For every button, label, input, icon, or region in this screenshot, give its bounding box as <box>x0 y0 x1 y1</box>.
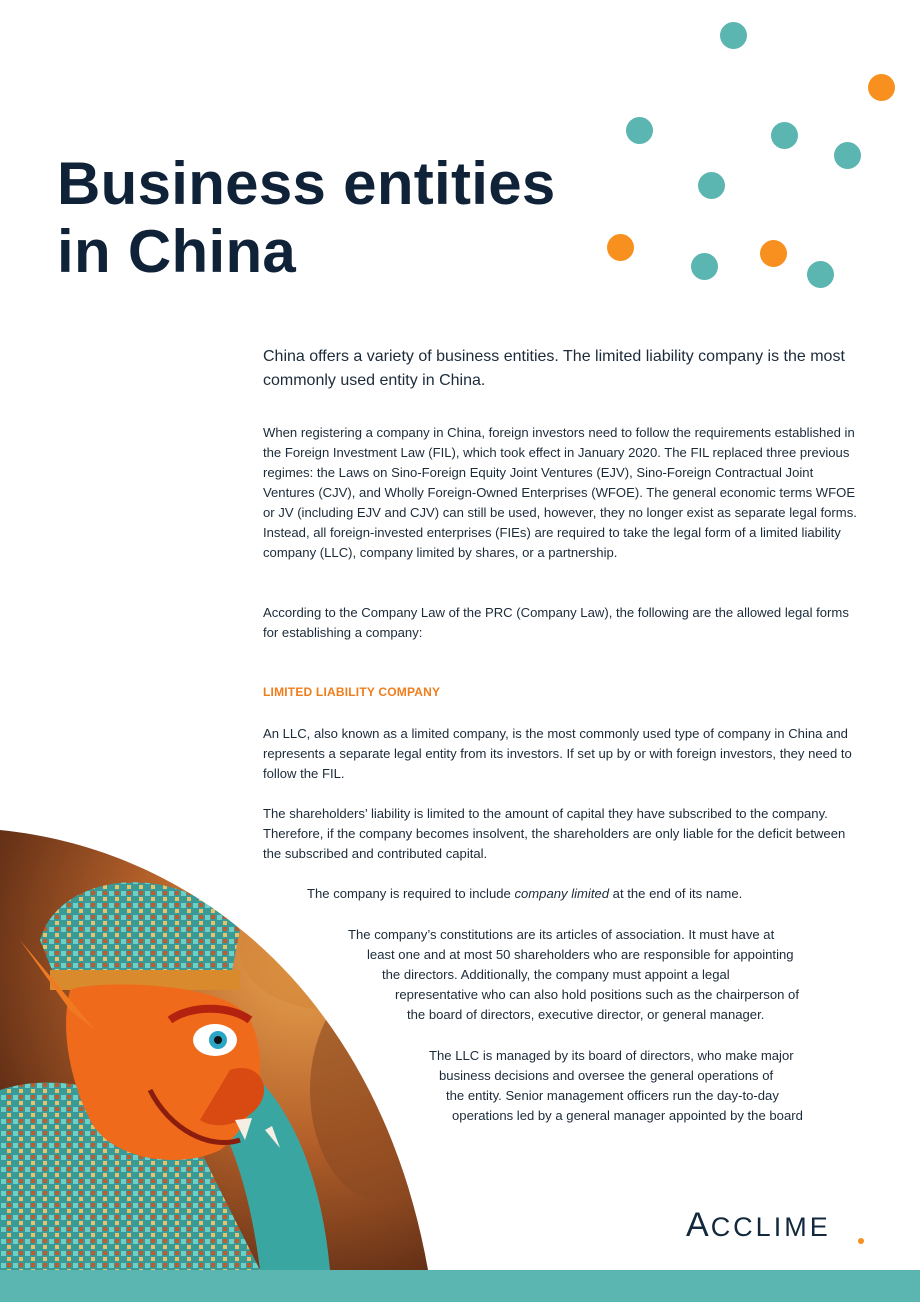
decorative-dot <box>607 234 634 261</box>
decorative-dot <box>868 74 895 101</box>
decorative-dot <box>720 22 747 49</box>
name-sentence-emphasis: company limited <box>514 886 610 901</box>
body-paragraph: An LLC, also known as a limited company, is the most commonly used type of company in China and represents a separate legal entity from its investors. If set up by or with foreign investors, they need to follow the FIL. <box>263 726 852 781</box>
logo-dot <box>858 1238 864 1244</box>
intro-paragraph: China offers a variety of business entities. The limited liability company is the most commonly used entity in China. <box>263 348 845 389</box>
management-line: The LLC is managed by its board of directors, who make major <box>429 1048 794 1063</box>
body-paragraph: The shareholders’ liability is limited to the amount of capital they have subscribed to the company. Therefore, if the company becomes insolvent, the shareholders are only liable for the deficit between the subscribed and contributed capital. <box>263 806 846 861</box>
decorative-dot <box>691 253 718 280</box>
logo-initial: A <box>686 1206 711 1244</box>
decorative-dot <box>834 142 861 169</box>
page-title-line: Business entities <box>57 150 556 217</box>
decorative-dot <box>771 122 798 149</box>
constitution-line: the directors. Additionally, the company must appoint a legal <box>382 967 730 982</box>
body-paragraph: According to the Company Law of the PRC (Company Law), the following are the allowed legal forms for establishing a company: <box>263 605 849 640</box>
section-heading: LIMITED LIABILITY COMPANY <box>263 685 441 699</box>
page-title-line: in China <box>57 218 297 285</box>
footer-bar <box>0 1270 920 1302</box>
name-sentence-after: at the end of its name. <box>609 886 743 901</box>
name-sentence-before: The company is required to include <box>307 886 515 901</box>
management-line: business decisions and oversee the general operations of <box>439 1068 774 1083</box>
body-paragraph: When registering a company in China, foreign investors need to follow the requirements established in the Foreign Investment Law (FIL), which took effect in January 2020. The FIL replaced three previous regimes: the Laws on Sino-Foreign Equity Joint Ventures (EJV), Sino-Foreign Contractual Joint Ventures (CJV), and Wholly Foreign-Owned Enterprises (WFOE). The general economic terms WFOE or JV (including EJV and CJV) can still be used, however, they no longer exist as separate legal forms. Instead, all foreign-invested enterprises (FIEs) are required to take the legal form of a limited liability company (LLC), company limited by shares, or a partnership. <box>263 425 857 560</box>
constitution-line: least one and at most 50 shareholders who are responsible for appointing <box>367 947 794 962</box>
logo-rest: CCLIME <box>710 1212 831 1242</box>
name-requirement-line <box>307 884 742 904</box>
constitution-line: representative who can also hold positions such as the chairperson of <box>395 987 799 1002</box>
management-line: operations led by a general manager appointed by the board <box>452 1108 803 1123</box>
decorative-dot <box>698 172 725 199</box>
decorative-dot <box>626 117 653 144</box>
decorative-dot <box>760 240 787 267</box>
management-line: the entity. Senior management officers run the day-to-day <box>446 1088 779 1103</box>
page-title <box>57 150 556 286</box>
decorative-dot <box>807 261 834 288</box>
constitution-line: the board of directors, executive director, or general manager. <box>407 1007 765 1022</box>
constitution-line: The company’s constitutions are its articles of association. It must have at <box>348 927 775 942</box>
acclime-logo <box>686 1206 831 1245</box>
